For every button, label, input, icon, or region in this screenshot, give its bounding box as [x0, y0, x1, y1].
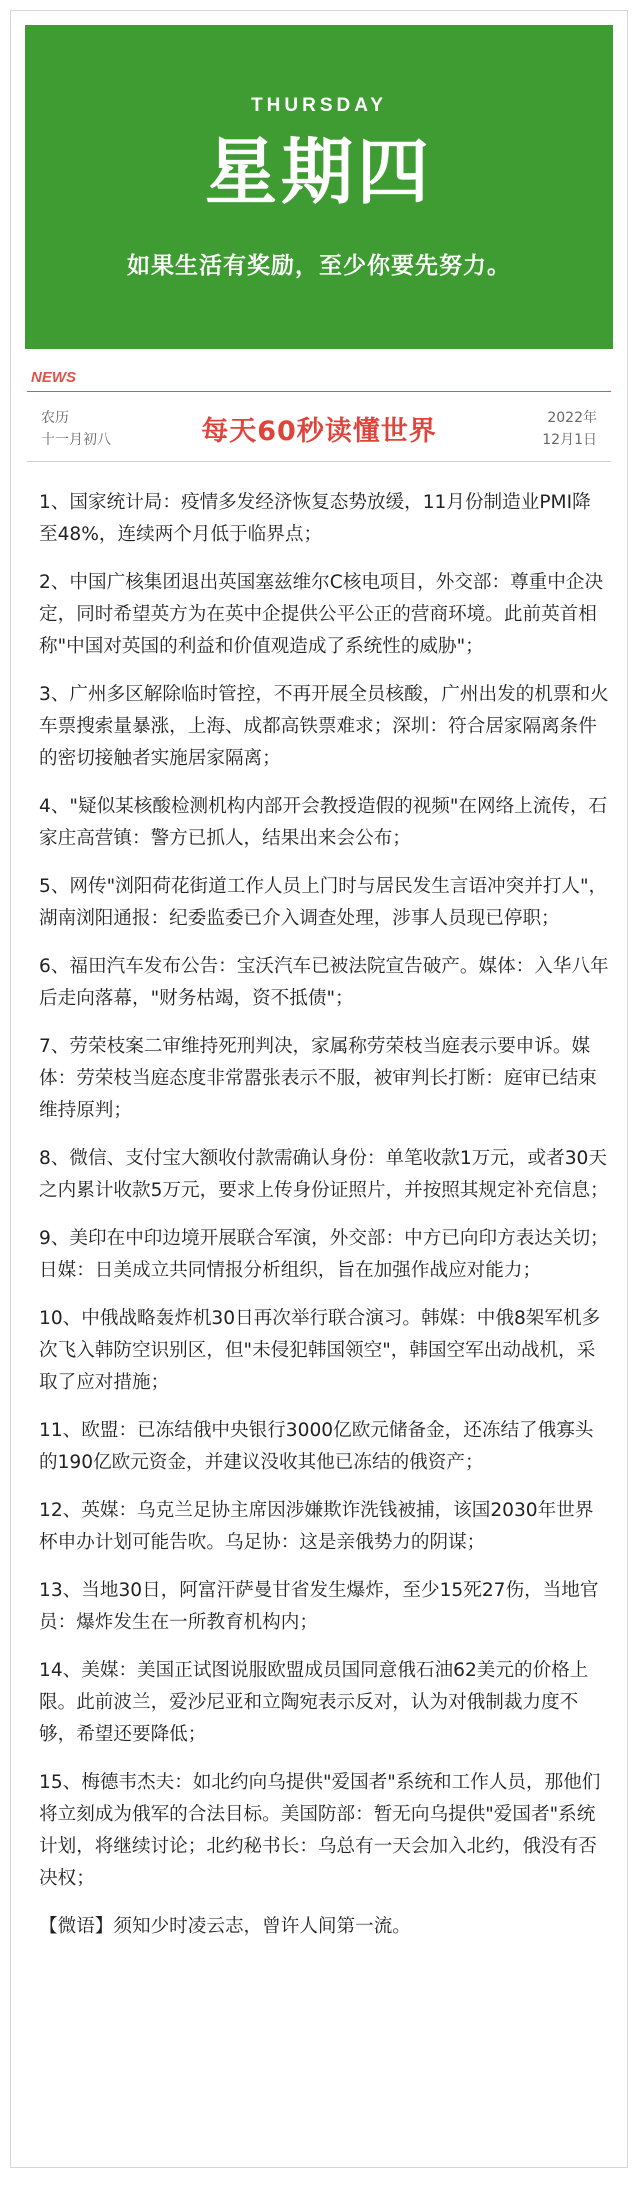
news-item [39, 1495, 609, 1559]
news-item [39, 679, 609, 775]
daily-saying [39, 1911, 609, 1943]
weekday-english: THURSDAY [251, 95, 387, 116]
news-item-text: 14、美媒：美国正试图说服欧盟成员国同意俄石油62美元的价格上限。此前波兰，爱沙尼亚和立陶宛表示反对，认为对俄制裁力度不够，希望还要降低； [39, 1660, 589, 1745]
gray-divider [27, 461, 611, 462]
date-year: 2022年 [547, 410, 597, 426]
news-item [39, 1767, 609, 1895]
dateline [27, 395, 611, 457]
lunar-day: 十一月初八 [41, 432, 111, 448]
news-item-text: 2、中国广核集团退出英国塞兹维尔C核电项目，外交部：尊重中企决定，同时希望英方为在英中企提供公平公正的营商环境。此前英首相称"中国对英国的利益和价值观造成了系统性的威胁"； [39, 572, 604, 657]
news-item-text: 8、微信、支付宝大额收付款需确认身份：单笔收款1万元，或者30天之内累计收款5万元，要求上传身份证照片，并按照其规定补充信息； [39, 1148, 609, 1201]
news-item-text: 12、英媒：乌克兰足协主席因涉嫌欺诈洗钱被捕，该国2030年世界杯申办计划可能告吹。乌足协：这是亲俄势力的阴谋； [39, 1500, 594, 1553]
lunar-label: 农历 [41, 410, 69, 426]
news-item [39, 567, 609, 663]
news-list [39, 487, 609, 1959]
news-item [39, 791, 609, 855]
news-item-text: 7、劳荣枝案二审维持死刑判决，家属称劳荣枝当庭表示要申诉。媒体：劳荣枝当庭态度非常嚣张表示不服，被审判长打断：庭审已结束维持原判； [39, 1036, 597, 1121]
news-item [39, 1143, 609, 1207]
news-item [39, 1223, 609, 1287]
gregorian-date [542, 407, 597, 451]
date-month-day: 12月1日 [542, 432, 597, 448]
news-item-text: 9、美印在中印边境开展联合军演，外交部：中方已向印方表达关切；日媒：日美成立共同情报分析组织，旨在加强作战应对能力； [39, 1228, 609, 1281]
news-item [39, 1655, 609, 1751]
news-item-text: 13、当地30日，阿富汗萨曼甘省发生爆炸，至少15死27伤，当地官员：爆炸发生在一所教育机构内； [39, 1580, 599, 1633]
news-item-text: 6、福田汽车发布公告：宝沃汽车已被法院宣告破产。媒体：入华八年后走向落幕，"财务枯竭，资不抵债"； [39, 956, 609, 1009]
news-item-text: 11、欧盟：已冻结俄中央银行3000亿欧元储备金，还冻结了俄寡头的190亿欧元资金，并建议没收其他已冻结的俄资产； [39, 1420, 594, 1473]
news-item [39, 1303, 609, 1399]
red-divider [27, 391, 611, 392]
headline: 每天60秒读懂世界 [201, 416, 437, 447]
news-card [10, 10, 628, 2168]
news-item [39, 951, 609, 1015]
news-item [39, 871, 609, 935]
banner-motto: 如果生活有奖励，至少你要先努力。 [127, 253, 511, 279]
news-item [39, 1031, 609, 1127]
news-item-text: 15、梅德韦杰夫：如北约向乌提供"爱国者"系统和工作人员，那他们将立刻成为俄军的合法目标。美国防部：暂无向乌提供"爱国者"系统计划，将继续讨论；北约秘书长：乌总有一天会加入北约，俄没有否决权； [39, 1772, 601, 1889]
weekday-banner [25, 25, 613, 349]
news-item-text: 3、广州多区解除临时管控，不再开展全员核酸，广州出发的机票和火车票搜索量暴涨，上海、成都高铁票难求；深圳：符合居家隔离条件的密切接触者实施居家隔离； [39, 684, 609, 769]
news-item-text: 4、"疑似某核酸检测机构内部开会教授造假的视频"在网络上流传，石家庄高营镇：警方已抓人，结果出来会公布； [39, 796, 608, 849]
news-item-text: 5、网传"浏阳荷花街道工作人员上门时与居民发生言语冲突并打人"，湖南浏阳通报：纪委监委已介入调查处理，涉事人员现已停职； [39, 876, 608, 929]
news-item-text: 1、国家统计局：疫情多发经济恢复态势放缓，11月份制造业PMI降至48%，连续两个月低于临界点； [39, 492, 591, 545]
news-item-text: 10、中俄战略轰炸机30日再次举行联合演习。韩媒：中俄8架军机多次飞入韩防空识别区，但"未侵犯韩国领空"，韩国空军出动战机，采取了应对措施； [39, 1308, 601, 1393]
weekday-chinese: 星期四 [204, 130, 433, 214]
news-item [39, 1575, 609, 1639]
news-tag: NEWS [31, 369, 76, 386]
news-item [39, 487, 609, 551]
daily-saying-text: 【微语】须知少时凌云志，曾许人间第一流。 [39, 1916, 411, 1937]
news-item [39, 1415, 609, 1479]
